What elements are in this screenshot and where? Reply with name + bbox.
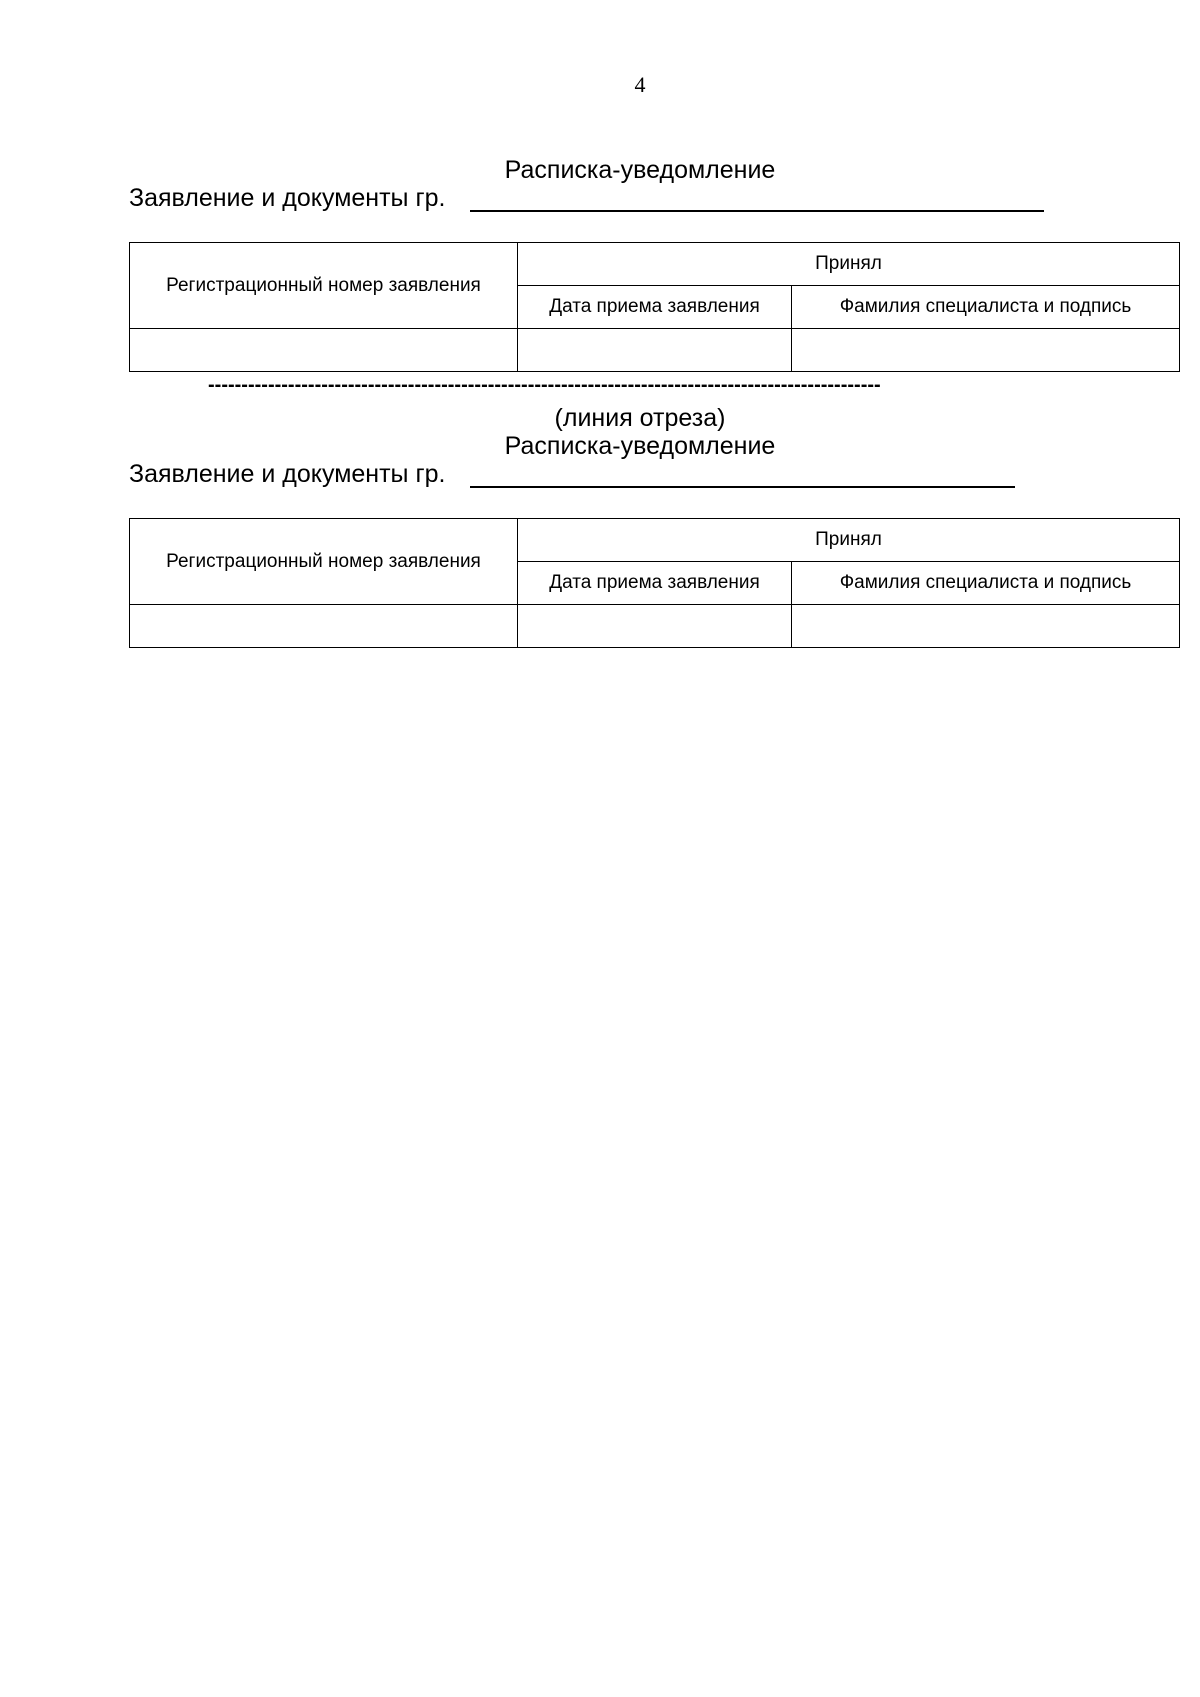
specialist-header: Фамилия специалиста и подпись [792,562,1180,605]
reg-number-cell[interactable] [130,605,518,648]
date-cell[interactable] [518,605,792,648]
specialist-header: Фамилия специалиста и подпись [792,286,1180,329]
specialist-cell[interactable] [792,605,1180,648]
applicant-name-blank[interactable] [470,210,1044,212]
accepted-header: Принял [518,243,1180,286]
reg-number-cell[interactable] [130,329,518,372]
date-header: Дата приема заявления [518,286,792,329]
receipt-table [129,242,1180,372]
receipt-table [129,518,1180,648]
applicant-label: Заявление и документы гр. [129,184,446,212]
date-cell[interactable] [518,329,792,372]
date-header: Дата приема заявления [518,562,792,605]
reg-number-header: Регистрационный номер заявления [130,519,518,605]
page-number: 4 [634,72,646,97]
reg-number-header: Регистрационный номер заявления [130,243,518,329]
receipt-title: Расписка-уведомление [504,432,776,460]
cut-line-label: (линия отреза) [554,404,726,432]
specialist-cell[interactable] [792,329,1180,372]
accepted-header: Принял [518,519,1180,562]
cut-line-dashes: ----------------------------------------------------------------------------------------------------- [208,374,881,396]
applicant-label: Заявление и документы гр. [129,460,446,488]
receipt-title: Расписка-уведомление [504,156,776,184]
applicant-name-blank[interactable] [470,486,1015,488]
